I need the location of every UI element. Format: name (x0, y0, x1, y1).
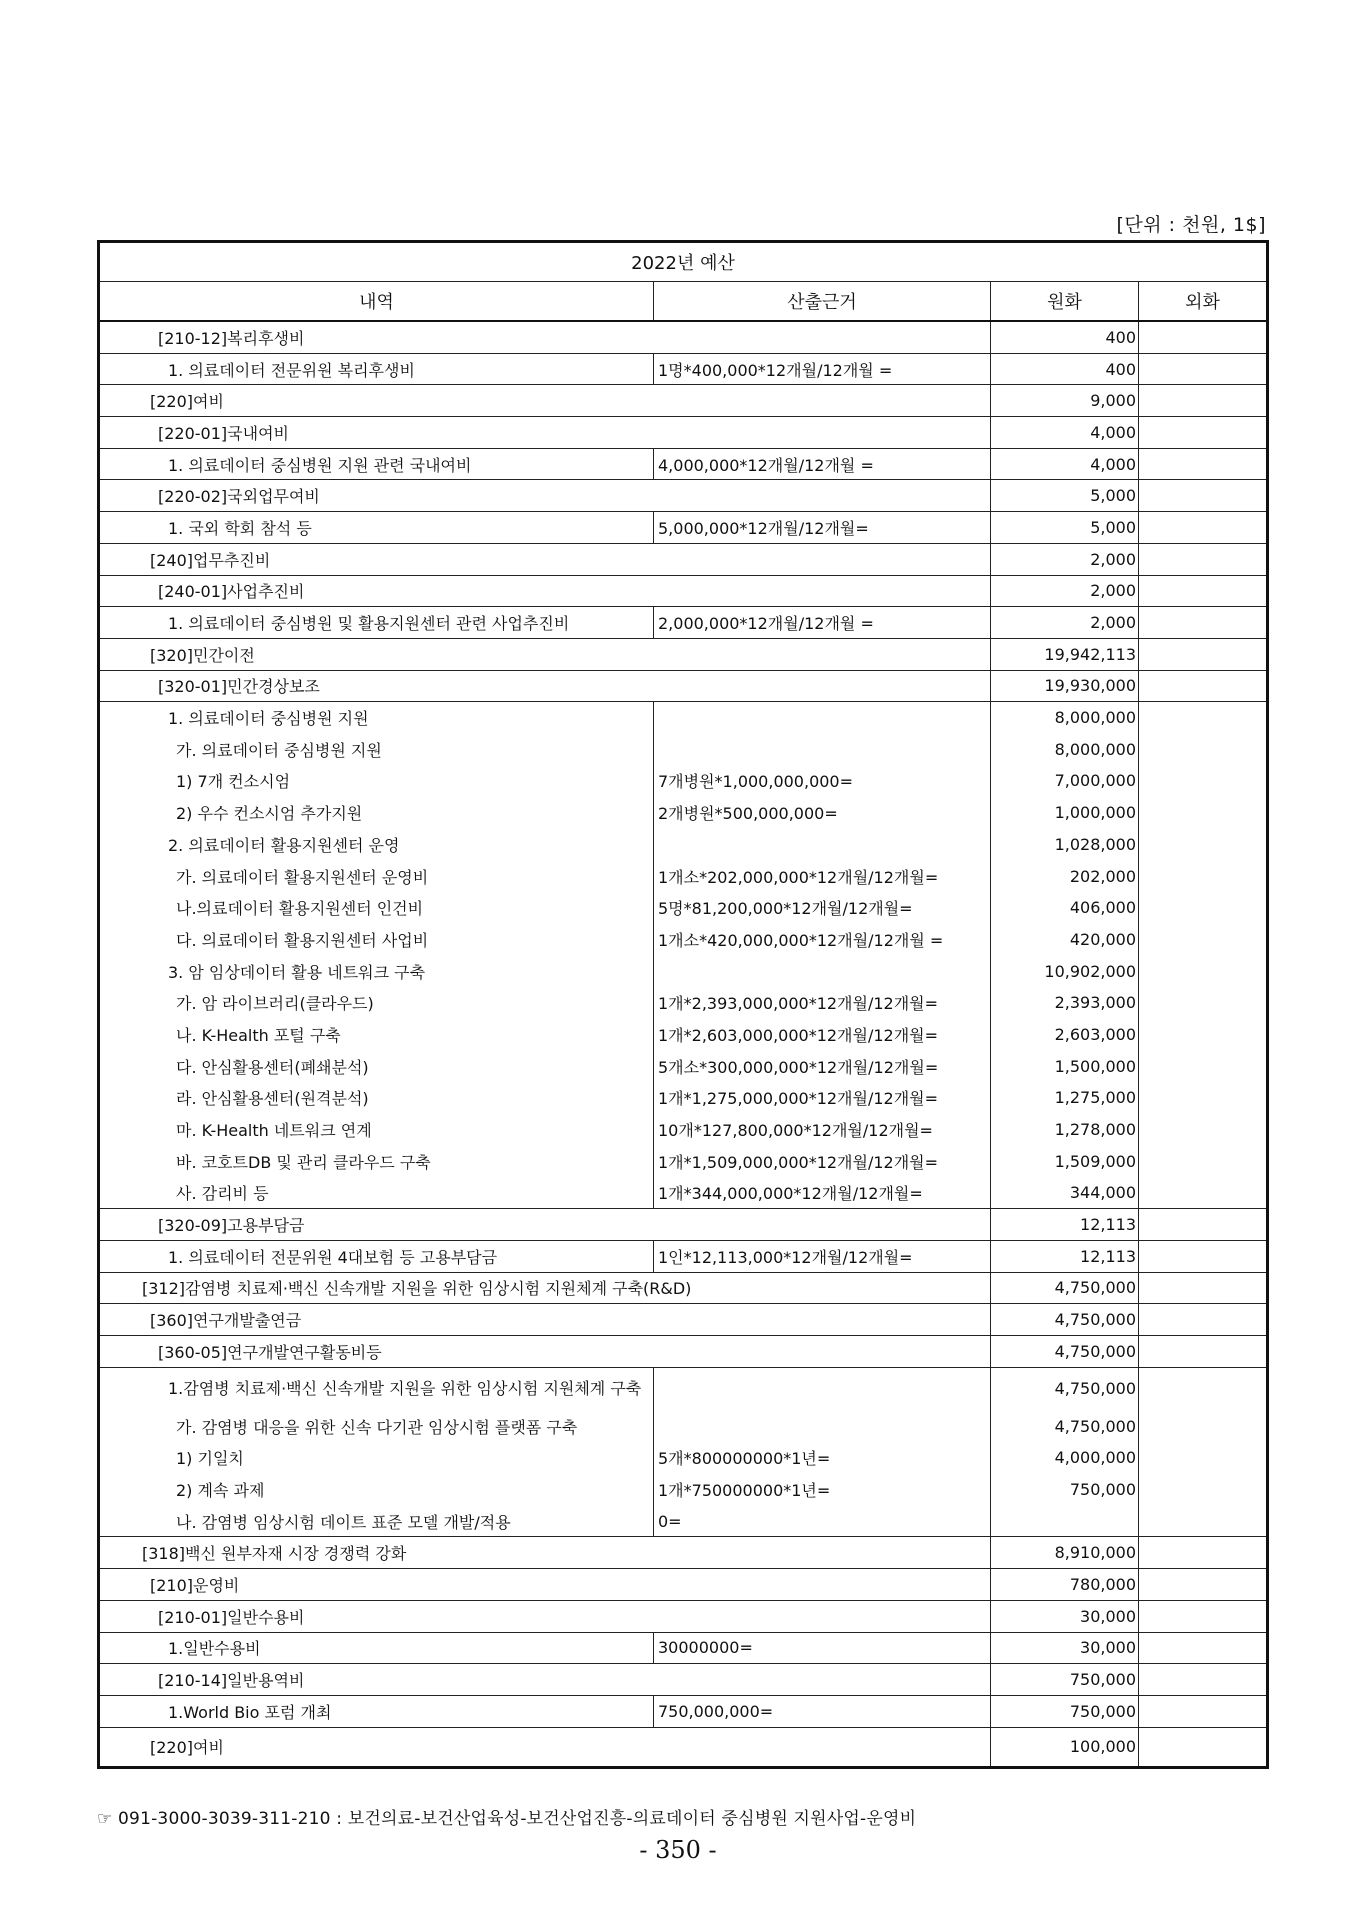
table-row (99, 1145, 1268, 1177)
row-foreign (1139, 1632, 1268, 1664)
row-item: [320-09]고용부담금 (99, 1209, 991, 1241)
row-item: [240]업무추진비 (99, 543, 991, 575)
row-item: 1. 의료데이터 전문위원 4대보험 등 고용부담금 (99, 1240, 654, 1272)
row-foreign (1139, 1537, 1268, 1569)
row-krw: 12,113 (991, 1240, 1139, 1272)
header-krw: 원화 (991, 282, 1139, 322)
row-krw: 5,000 (991, 480, 1139, 512)
row-krw: 344,000 (991, 1177, 1139, 1209)
row-krw: 750,000 (991, 1664, 1139, 1696)
row-basis: 4,000,000*12개월/12개월 = (654, 448, 991, 480)
row-item: 라. 안심활용센터(원격분석) (99, 1082, 654, 1114)
row-item: [220-02]국외업무여비 (99, 480, 991, 512)
row-foreign (1139, 1272, 1268, 1304)
row-krw: 10,902,000 (991, 955, 1139, 987)
row-krw: 750,000 (991, 1695, 1139, 1727)
row-item: 나. K-Health 포털 구축 (99, 1019, 654, 1051)
table-row (99, 670, 1268, 702)
row-foreign (1139, 1367, 1268, 1410)
row-item: [360-05]연구개발연구활동비등 (99, 1336, 991, 1368)
table-row (99, 860, 1268, 892)
row-krw: 4,750,000 (991, 1272, 1139, 1304)
table-row (99, 385, 1268, 417)
row-krw: 30,000 (991, 1632, 1139, 1664)
row-foreign (1139, 575, 1268, 607)
row-basis: 1인*12,113,000*12개월/12개월= (654, 1240, 991, 1272)
row-krw: 750,000 (991, 1474, 1139, 1506)
row-item: 3. 암 임상데이터 활용 네트워크 구축 (99, 955, 654, 987)
table-row (99, 448, 1268, 480)
row-foreign (1139, 512, 1268, 544)
table-row (99, 321, 1268, 353)
table-row (99, 829, 1268, 861)
row-foreign (1139, 385, 1268, 417)
row-krw: 1,509,000 (991, 1145, 1139, 1177)
row-item: 마. K-Health 네트워크 연계 (99, 1114, 654, 1146)
table-row (99, 1336, 1268, 1368)
row-basis: 30000000= (654, 1632, 991, 1664)
budget-table-body (99, 321, 1268, 1767)
row-basis: 1명*400,000*12개월/12개월 = (654, 353, 991, 385)
row-basis: 2,000,000*12개월/12개월 = (654, 607, 991, 639)
row-item: [210-01]일반수용비 (99, 1600, 991, 1632)
table-row (99, 1664, 1268, 1696)
row-foreign (1139, 1569, 1268, 1601)
row-krw: 4,000,000 (991, 1442, 1139, 1474)
table-caption: 2022년 예산 (99, 242, 1268, 282)
row-item: 1) 기일치 (99, 1442, 654, 1474)
row-krw: 12,113 (991, 1209, 1139, 1241)
row-foreign (1139, 765, 1268, 797)
table-row (99, 987, 1268, 1019)
row-krw: 7,000,000 (991, 765, 1139, 797)
row-foreign (1139, 353, 1268, 385)
row-basis: 7개병원*1,000,000,000= (654, 765, 991, 797)
row-krw: 2,000 (991, 607, 1139, 639)
row-foreign (1139, 448, 1268, 480)
row-foreign (1139, 1695, 1268, 1727)
row-item: 1. 국외 학회 참석 등 (99, 512, 654, 544)
row-foreign (1139, 733, 1268, 765)
row-krw: 4,000 (991, 417, 1139, 449)
row-item: [312]감염병 치료제·백신 신속개발 지원을 위한 임상시험 지원체계 구축(R&D) (99, 1272, 991, 1304)
row-krw: 400 (991, 321, 1139, 353)
row-foreign (1139, 638, 1268, 670)
row-krw: 9,000 (991, 385, 1139, 417)
row-item: 1. 의료데이터 중심병원 및 활용지원센터 관련 사업추진비 (99, 607, 654, 639)
row-krw: 420,000 (991, 924, 1139, 956)
table-row (99, 1240, 1268, 1272)
row-krw: 780,000 (991, 1569, 1139, 1601)
row-basis: 1개*344,000,000*12개월/12개월= (654, 1177, 991, 1209)
row-item: 1) 7개 컨소시엄 (99, 765, 654, 797)
row-item: 가. 의료데이터 중심병원 지원 (99, 733, 654, 765)
row-krw: 2,603,000 (991, 1019, 1139, 1051)
table-row (99, 1442, 1268, 1474)
row-basis: 1개*2,603,000,000*12개월/12개월= (654, 1019, 991, 1051)
row-foreign (1139, 1114, 1268, 1146)
row-basis: 750,000,000= (654, 1695, 991, 1727)
table-row (99, 1695, 1268, 1727)
table-row (99, 575, 1268, 607)
header-foreign: 외화 (1139, 282, 1268, 322)
row-foreign (1139, 1209, 1268, 1241)
row-foreign (1139, 1727, 1268, 1767)
header-basis: 산출근거 (654, 282, 991, 322)
row-krw: 4,750,000 (991, 1367, 1139, 1410)
row-foreign (1139, 924, 1268, 956)
table-row (99, 512, 1268, 544)
table-row (99, 1505, 1268, 1537)
row-krw: 202,000 (991, 860, 1139, 892)
table-row (99, 1209, 1268, 1241)
row-foreign (1139, 417, 1268, 449)
row-krw: 5,000 (991, 512, 1139, 544)
row-item: 1.일반수용비 (99, 1632, 654, 1664)
row-basis (654, 733, 991, 765)
row-item: [220-01]국내여비 (99, 417, 991, 449)
row-item: [318]백신 원부자재 시장 경쟁력 강화 (99, 1537, 991, 1569)
row-item: 1. 의료데이터 전문위원 복리후생비 (99, 353, 654, 385)
row-krw: 2,000 (991, 543, 1139, 575)
row-krw (991, 1505, 1139, 1537)
row-foreign (1139, 987, 1268, 1019)
row-krw: 2,000 (991, 575, 1139, 607)
row-item: 가. 감염병 대응을 위한 신속 다기관 임상시험 플랫폼 구축 (99, 1410, 654, 1442)
row-foreign (1139, 1474, 1268, 1506)
table-row (99, 1632, 1268, 1664)
table-row (99, 1082, 1268, 1114)
table-row (99, 1050, 1268, 1082)
row-item: [210-12]복리후생비 (99, 321, 991, 353)
row-krw: 100,000 (991, 1727, 1139, 1767)
header-item: 내역 (99, 282, 654, 322)
row-item: 2) 우수 컨소시엄 추가지원 (99, 797, 654, 829)
row-basis: 5명*81,200,000*12개월/12개월= (654, 892, 991, 924)
table-row (99, 607, 1268, 639)
row-item: 다. 의료데이터 활용지원센터 사업비 (99, 924, 654, 956)
row-krw: 19,930,000 (991, 670, 1139, 702)
row-item: [220]여비 (99, 1727, 991, 1767)
row-item: 1. 의료데이터 중심병원 지원 (99, 702, 654, 734)
row-item: 2. 의료데이터 활용지원센터 운영 (99, 829, 654, 861)
row-krw: 8,000,000 (991, 702, 1139, 734)
table-row (99, 417, 1268, 449)
row-item: 가. 암 라이브러리(클라우드) (99, 987, 654, 1019)
row-item: 1. 의료데이터 중심병원 지원 관련 국내여비 (99, 448, 654, 480)
row-item: 1.World Bio 포럼 개최 (99, 1695, 654, 1727)
table-row (99, 1019, 1268, 1051)
row-foreign (1139, 1240, 1268, 1272)
row-foreign (1139, 1410, 1268, 1442)
row-item: 1.감염병 치료제·백신 신속개발 지원을 위한 임상시험 지원체계 구축 (99, 1367, 654, 1410)
row-krw: 1,000,000 (991, 797, 1139, 829)
row-item: 바. 코호트DB 및 관리 클라우드 구축 (99, 1145, 654, 1177)
row-basis: 2개병원*500,000,000= (654, 797, 991, 829)
row-foreign (1139, 1019, 1268, 1051)
row-foreign (1139, 1505, 1268, 1537)
table-row (99, 733, 1268, 765)
row-item: [210]운영비 (99, 1569, 991, 1601)
budget-table (97, 240, 1269, 1769)
row-foreign (1139, 1336, 1268, 1368)
table-row (99, 1177, 1268, 1209)
row-foreign (1139, 955, 1268, 987)
row-foreign (1139, 829, 1268, 861)
table-row (99, 480, 1268, 512)
row-item: [320-01]민간경상보조 (99, 670, 991, 702)
row-basis: 1개*750000000*1년= (654, 1474, 991, 1506)
row-krw: 1,278,000 (991, 1114, 1139, 1146)
row-item: 가. 의료데이터 활용지원센터 운영비 (99, 860, 654, 892)
table-row (99, 1537, 1268, 1569)
table-row (99, 353, 1268, 385)
row-item: 나.의료데이터 활용지원센터 인건비 (99, 892, 654, 924)
unit-note: [단위 : 천원, 1$] (1116, 214, 1266, 236)
row-foreign (1139, 1304, 1268, 1336)
row-krw: 8,000,000 (991, 733, 1139, 765)
row-item: 사. 감리비 등 (99, 1177, 654, 1209)
row-foreign (1139, 321, 1268, 353)
footnote: ☞ 091-3000-3039-311-210 : 보건의료-보건산업육성-보건산업진흥-의료데이터 중심병원 지원사업-운영비 (97, 1809, 917, 1829)
row-basis: 5,000,000*12개월/12개월= (654, 512, 991, 544)
page-number: - 350 - (639, 1836, 717, 1864)
row-item: [210-14]일반용역비 (99, 1664, 991, 1696)
table-row (99, 1272, 1268, 1304)
table-row (99, 1727, 1268, 1767)
row-foreign (1139, 1664, 1268, 1696)
row-foreign (1139, 892, 1268, 924)
row-krw: 400 (991, 353, 1139, 385)
row-krw: 8,910,000 (991, 1537, 1139, 1569)
row-krw: 4,750,000 (991, 1410, 1139, 1442)
table-row (99, 1410, 1268, 1442)
row-basis (654, 1367, 991, 1410)
row-item: [220]여비 (99, 385, 991, 417)
row-foreign (1139, 702, 1268, 734)
row-krw: 1,500,000 (991, 1050, 1139, 1082)
table-row (99, 955, 1268, 987)
row-basis: 1개*2,393,000,000*12개월/12개월= (654, 987, 991, 1019)
row-basis: 1개*1,275,000,000*12개월/12개월= (654, 1082, 991, 1114)
table-row (99, 543, 1268, 575)
row-foreign (1139, 860, 1268, 892)
row-foreign (1139, 1145, 1268, 1177)
table-row (99, 1367, 1268, 1410)
row-foreign (1139, 1177, 1268, 1209)
table-row (99, 702, 1268, 734)
row-krw: 1,275,000 (991, 1082, 1139, 1114)
row-basis: 1개소*202,000,000*12개월/12개월= (654, 860, 991, 892)
row-basis: 1개소*420,000,000*12개월/12개월 = (654, 924, 991, 956)
row-krw: 4,750,000 (991, 1304, 1139, 1336)
row-foreign (1139, 670, 1268, 702)
table-row (99, 1114, 1268, 1146)
row-basis: 5개소*300,000,000*12개월/12개월= (654, 1050, 991, 1082)
row-basis: 10개*127,800,000*12개월/12개월= (654, 1114, 991, 1146)
table-row (99, 765, 1268, 797)
row-krw: 4,750,000 (991, 1336, 1139, 1368)
row-krw: 2,393,000 (991, 987, 1139, 1019)
row-basis (654, 1410, 991, 1442)
row-item: [240-01]사업추진비 (99, 575, 991, 607)
table-row (99, 1600, 1268, 1632)
table-row (99, 924, 1268, 956)
row-basis: 5개*800000000*1년= (654, 1442, 991, 1474)
table-row (99, 1304, 1268, 1336)
row-item: 나. 감염병 임상시험 데이트 표준 모델 개발/적용 (99, 1505, 654, 1537)
table-row (99, 1569, 1268, 1601)
row-basis: 0= (654, 1505, 991, 1537)
row-krw: 1,028,000 (991, 829, 1139, 861)
row-krw: 4,000 (991, 448, 1139, 480)
row-basis (654, 955, 991, 987)
row-foreign (1139, 1082, 1268, 1114)
row-basis (654, 829, 991, 861)
row-krw: 406,000 (991, 892, 1139, 924)
row-foreign (1139, 797, 1268, 829)
table-row (99, 638, 1268, 670)
row-item: 다. 안심활용센터(폐쇄분석) (99, 1050, 654, 1082)
row-item: [360]연구개발출연금 (99, 1304, 991, 1336)
row-foreign (1139, 1442, 1268, 1474)
row-basis: 1개*1,509,000,000*12개월/12개월= (654, 1145, 991, 1177)
table-row (99, 892, 1268, 924)
row-item: 2) 계속 과제 (99, 1474, 654, 1506)
row-krw: 19,942,113 (991, 638, 1139, 670)
row-krw: 30,000 (991, 1600, 1139, 1632)
row-foreign (1139, 1050, 1268, 1082)
row-item: [320]민간이전 (99, 638, 991, 670)
table-row (99, 1474, 1268, 1506)
row-foreign (1139, 607, 1268, 639)
row-basis (654, 702, 991, 734)
row-foreign (1139, 1600, 1268, 1632)
table-row (99, 797, 1268, 829)
row-foreign (1139, 480, 1268, 512)
row-foreign (1139, 543, 1268, 575)
